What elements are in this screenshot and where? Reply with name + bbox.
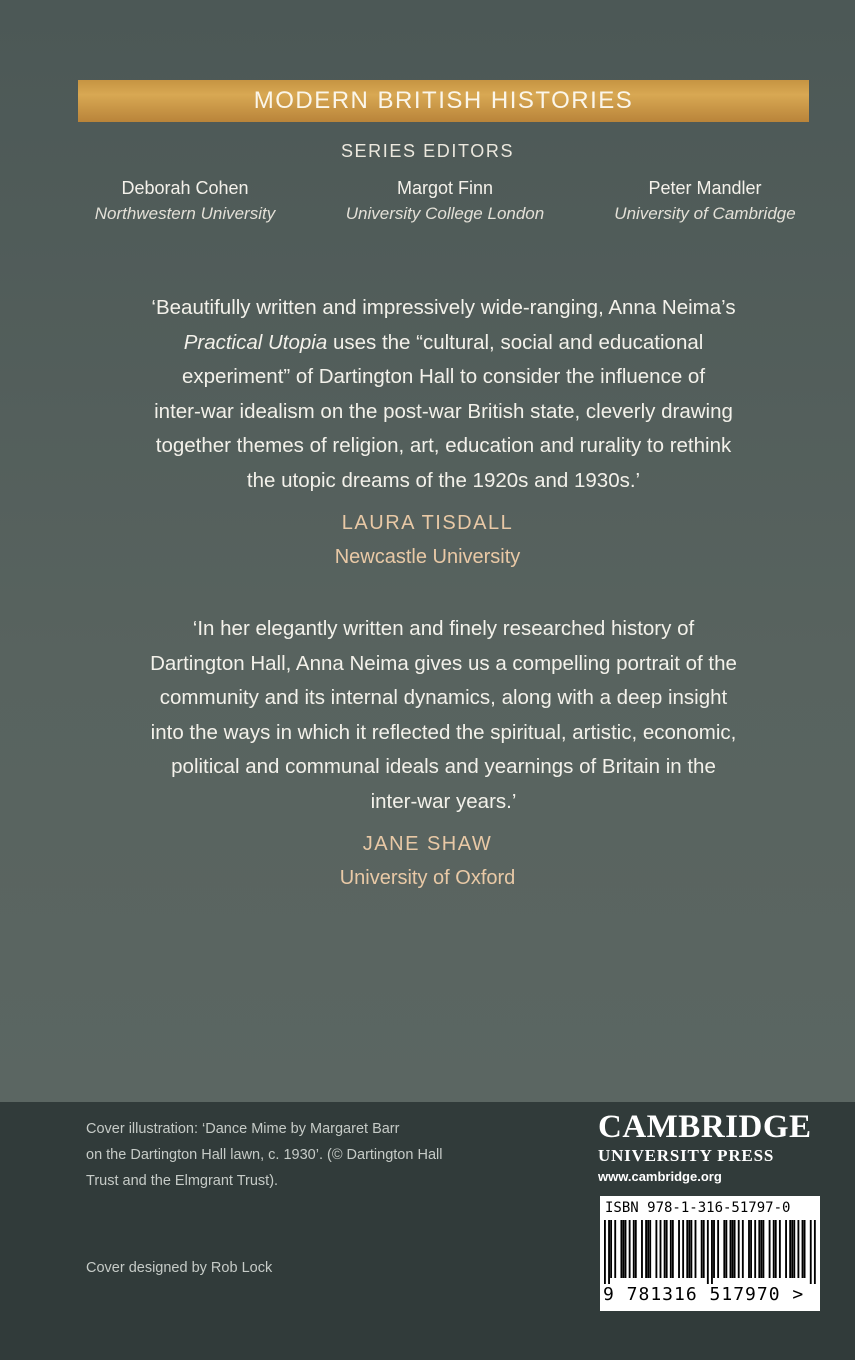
barcode-bar	[672, 1220, 674, 1278]
barcode-bar	[701, 1220, 703, 1278]
barcode-bar	[711, 1220, 713, 1284]
cover-illustration-credit	[86, 1116, 516, 1194]
publisher-press: UNIVERSITY PRESS	[598, 1146, 775, 1165]
barcode-bar	[633, 1220, 635, 1278]
isbn-number: ISBN 978-1-316-51797-0	[605, 1200, 791, 1216]
barcode-bar	[775, 1220, 777, 1278]
barcode-bar	[688, 1220, 690, 1278]
barcode-bar	[791, 1220, 793, 1278]
quote-line: together themes of religion, art, education and rurality to rethink	[155, 434, 732, 457]
reviewer-affiliation: University of Oxford	[339, 867, 516, 889]
quote-line: the utopic dreams of the 1920s and 1930s.’	[246, 468, 641, 492]
barcode-bar	[742, 1220, 744, 1278]
barcode-bar	[690, 1220, 692, 1278]
barcode-bar	[614, 1220, 616, 1278]
isbn-barcode	[600, 1196, 820, 1311]
publisher-url: www.cambridge.org	[598, 1169, 722, 1184]
barcode-bar	[789, 1220, 791, 1278]
series-editors-heading: SERIES EDITORS	[340, 141, 515, 161]
barcode-bar	[610, 1220, 612, 1278]
publisher-name: CAMBRIDGE	[598, 1109, 812, 1145]
barcode-bar	[810, 1220, 812, 1284]
barcode-bar	[664, 1220, 666, 1278]
editor-affiliation: University of Cambridge	[614, 204, 796, 223]
reviewer-affiliation: Newcastle University	[334, 546, 521, 568]
barcode-bar	[620, 1220, 622, 1278]
barcode-bar	[754, 1220, 756, 1278]
editor-affiliation: University College London	[345, 204, 545, 223]
barcode-bar	[641, 1220, 643, 1278]
barcode-bar	[695, 1220, 697, 1278]
barcode-bar	[703, 1220, 705, 1278]
quote-line: community and its internal dynamics, along with a deep insight	[159, 686, 728, 709]
barcode-bar	[762, 1220, 764, 1278]
reviewer-2	[0, 827, 855, 895]
quote-line: Dartington Hall, Anna Neima gives us a compelling portrait of the	[150, 651, 737, 675]
series-banner	[78, 80, 809, 122]
barcode-bar	[629, 1220, 631, 1278]
barcode-bar	[793, 1220, 795, 1278]
quote-line: into the ways in which it reflected the spiritual, artistic, economic,	[150, 720, 737, 744]
quote-line	[100, 326, 787, 361]
series-title: MODERN BRITISH HISTORIES	[253, 87, 634, 114]
barcode-bar	[645, 1220, 647, 1278]
barcode-bar	[804, 1220, 806, 1278]
barcode-bar	[655, 1220, 657, 1278]
barcode-bar	[802, 1220, 804, 1278]
publisher-logo	[598, 1108, 828, 1188]
credit-line: on the Dartington Hall lawn, c. 1930’. (© Dartington Hall	[86, 1147, 443, 1163]
barcode-bar	[623, 1220, 625, 1278]
editor-name: Margot Finn	[396, 178, 494, 198]
credit-line: Trust and the Elmgrant Trust).	[86, 1173, 279, 1189]
barcode-bar	[666, 1220, 668, 1278]
credit-line: Cover illustration: ‘Dance Mime by Margaret Barr	[86, 1121, 400, 1137]
barcode-bar	[682, 1220, 684, 1278]
quote-line: inter-war idealism on the post-war British state, cleverly drawing	[154, 399, 733, 423]
barcode-bar	[748, 1220, 750, 1278]
editor-cohen	[60, 175, 310, 227]
reviewer-name: LAURA TISDALL	[341, 512, 514, 534]
quote-line: experiment” of Dartington Hall to consider the influence of	[181, 365, 706, 388]
quote-line: political and communal ideals and yearnings of Britain in the	[171, 755, 716, 778]
barcode-bar	[678, 1220, 680, 1278]
editor-affiliation: Northwestern University	[94, 204, 276, 223]
barcode-icon	[604, 1220, 816, 1284]
editor-name: Deborah Cohen	[121, 178, 249, 198]
barcode-bar	[717, 1220, 719, 1278]
barcode-bar	[734, 1220, 736, 1278]
quote-line: inter-war years.’	[370, 789, 517, 813]
barcode-digits: 9 781316 517970 >	[603, 1284, 805, 1305]
barcode-bar	[647, 1220, 649, 1278]
barcode-bar	[760, 1220, 762, 1278]
review-quote-1	[100, 291, 787, 498]
book-title: Practical Utopia	[183, 330, 328, 354]
barcode-bar	[769, 1220, 771, 1278]
barcode-bar	[707, 1220, 709, 1284]
editor-finn	[320, 175, 570, 227]
barcode-bar	[797, 1220, 799, 1278]
barcode-bar	[686, 1220, 688, 1278]
editor-mandler	[580, 175, 830, 227]
barcode-bar	[625, 1220, 627, 1278]
barcode-bar	[723, 1220, 725, 1278]
barcode-bar	[732, 1220, 734, 1278]
review-quote-2	[100, 612, 787, 819]
barcode-bar	[738, 1220, 740, 1278]
barcode-bar	[604, 1220, 606, 1284]
quote-line: ‘Beautifully written and impressively wide-ranging, Anna Neima’s	[151, 296, 736, 319]
barcode-bar	[773, 1220, 775, 1278]
reviewer-name: JANE SHAW	[362, 833, 493, 855]
barcode-bar	[779, 1220, 781, 1278]
barcode-bar	[750, 1220, 752, 1278]
barcode-bar	[713, 1220, 715, 1278]
barcode-bar	[814, 1220, 816, 1284]
cover-designer-credit: Cover designed by Rob Lock	[86, 1260, 273, 1276]
editors-row	[60, 175, 830, 227]
reviewer-1	[0, 506, 855, 574]
barcode-bar	[608, 1220, 610, 1284]
editor-name: Peter Mandler	[648, 178, 762, 198]
barcode-bar	[758, 1220, 760, 1278]
barcode-bar	[670, 1220, 672, 1278]
barcode-bar	[730, 1220, 732, 1278]
barcode-bar	[785, 1220, 787, 1278]
quote-line: ‘In her elegantly written and finely researched history of	[192, 617, 695, 640]
barcode-bar	[725, 1220, 727, 1278]
barcode-bar	[660, 1220, 662, 1278]
barcode-bar	[635, 1220, 637, 1278]
quote-line-part: uses the “cultural, social and educational	[327, 330, 704, 354]
barcode-bar	[649, 1220, 651, 1278]
